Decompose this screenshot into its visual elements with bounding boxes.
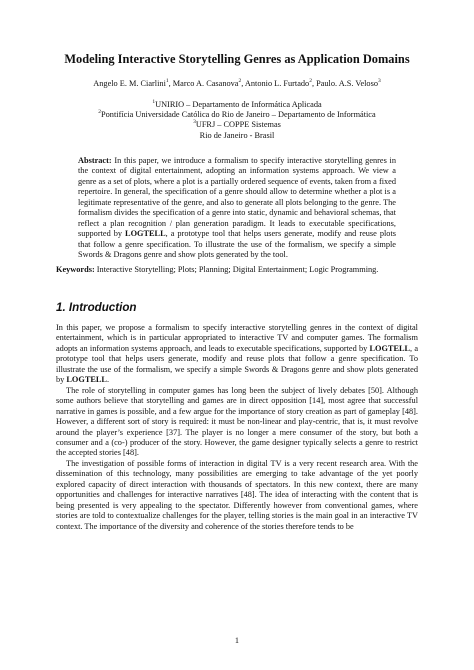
abstract-text: In this paper, we introduce a formalism to specify interactive storytelling genres in the context of digital entertainment, adopting an information systems approach. We view a genre as a set of plots, where a plot is a partially ordered sequence of events, taken from a fixed repertoire. In general, the specification of a genre should allow to determine whether a plot is a legitimate representative of the genre, and also to generate all plots belonging to the genre. The formalism divides the specification of a genre into static, dynamic and behavioral schemas, that reflect a plan recognition / plan generation paradigm. It leads to executable specifications, supported by bbox=[78, 156, 396, 239]
author: Angelo E. M. Ciarlini$^1$, bbox=[93, 78, 173, 88]
author: Marco A. Casanova$^2$, bbox=[172, 78, 245, 88]
abstract bbox=[78, 156, 396, 261]
affiliation-list bbox=[60, 100, 414, 141]
tool-name: LOGTELL bbox=[125, 229, 166, 239]
paragraph: In this paper, we propose a formalism to specify interactive storytelling genres in the context of digital entertainment, which is in particular appropriated to interactive TV and computer games. The formalism adopts an information systems approach, and leads to executable specifications, supported by LOGTELL, a prototype tool that helps users generate, modify and reuse plots that follow a genre specification. To illustrate the use of the formalism, we specify a simple Swords & Dragons genre and show plots generated by LOGTELL. bbox=[56, 323, 419, 385]
author: Paulo. A.S. Veloso$^3$ bbox=[316, 78, 381, 88]
tool-name: LOGTELL bbox=[369, 343, 411, 353]
keywords-label: Keywords: bbox=[56, 265, 95, 274]
paper-title: Modeling Interactive Storytelling Genres as Application Domains bbox=[64, 52, 410, 66]
keywords-text: Interactive Storytelling; Plots; Planning; Digital Entertainment; Logic Programming. bbox=[94, 265, 379, 274]
section-heading: 1. Introduction bbox=[56, 301, 137, 314]
body-text bbox=[56, 323, 418, 532]
affiliation: $^3$UFRJ – COPPE Sistemas bbox=[193, 119, 281, 130]
affiliation: $^2$Pontifícia Universidade Católica do Rio de Janeiro – Departamento de Informática bbox=[98, 109, 376, 120]
affiliation: Rio de Janeiro - Brasil bbox=[199, 130, 275, 140]
author: Antonio L. Furtado$^2$, bbox=[244, 78, 317, 88]
paragraph: The investigation of possible forms of interaction in digital TV is a very recent research area. With the dissemination of this technology, many possibilities are emerging to take advantage of the yet poorly explored capacity of direct interaction with thousands of spectators. In this new context, there are many opportunities and challenges for interactive narratives [48]. The idea of interacting with the content that is being presented is very appealing to the spectator. Differently however from conventional games, where stories are told to contextualize challenges for the player, telling stories is the main goal in an interactive TV context. The importance of the diversity and coherence of the stories therefore tends to be bbox=[56, 458, 418, 531]
tool-name: LOGTELL bbox=[66, 375, 107, 385]
page-number: 1 bbox=[234, 636, 240, 645]
abstract-text: , a prototype tool that helps users generate, modify and reuse plots that follow a genre specification. To illustrate the use of the formalism, we specify a simple Swords & Dragons genre and show plots generated by the tool. bbox=[78, 229, 396, 260]
abstract-label: Abstract: bbox=[78, 156, 112, 165]
affiliation: $^1$UNIRIO – Departamento de Informática Aplicada bbox=[152, 99, 322, 109]
author-list bbox=[30, 79, 444, 88]
paragraph: The role of storytelling in computer games has long been the subject of lively debates [50]. Although some authors believe that storytelling and games are in direct opposition [14], most agree that successful narrative in games is possible, and a few argue for the importance of story creation as part of gameplay [48]. However, a different sort of story is required: it must be non-linear and play-centric, that is, it must revolve around the player’s experience [37]. The player is no longer a mere consumer of the story, but both a consumer and a (co-) producer of the story. However, the game designer typically selects a genre to restrict the accepted stories [48]. bbox=[56, 385, 418, 458]
keywords bbox=[56, 265, 418, 275]
